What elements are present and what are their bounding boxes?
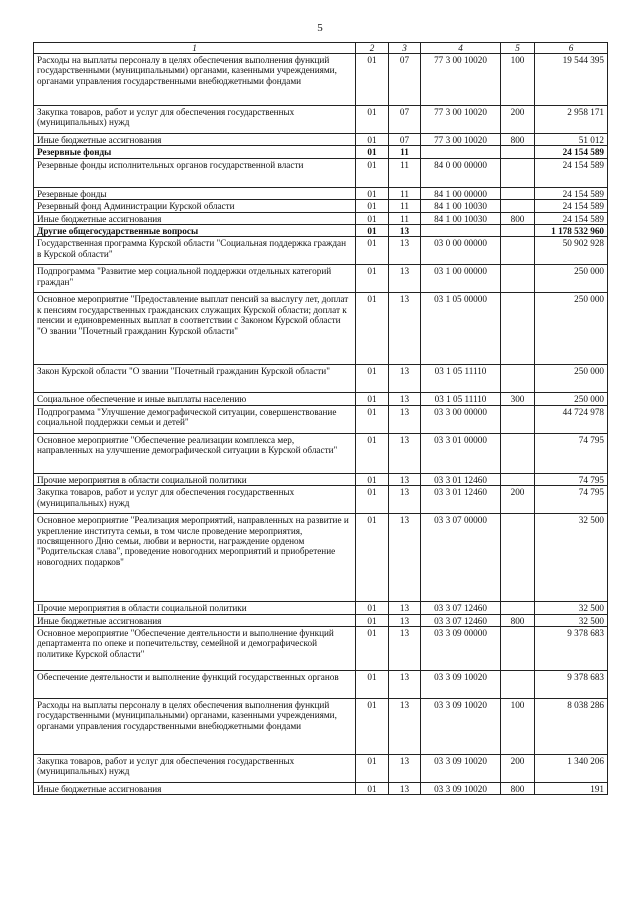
row-target-article-cell: 03 1 05 11110 — [421, 365, 501, 393]
row-name-cell: Прочие мероприятия в области социальной политики — [34, 473, 356, 485]
row-amount-cell: 250 000 — [535, 393, 608, 405]
row-name-cell: Иные бюджетные ассигнования — [34, 614, 356, 626]
row-subsection-cell: 07 — [389, 134, 421, 146]
row-section-cell: 01 — [356, 405, 389, 433]
row-expense-type-cell: 100 — [501, 699, 535, 755]
row-expense-type-cell — [501, 627, 535, 671]
row-target-article-cell: 03 1 05 11110 — [421, 393, 501, 405]
column-header-amount: 6 — [535, 43, 608, 54]
table-row — [34, 755, 608, 783]
row-section-cell: 01 — [356, 293, 389, 365]
row-amount-cell: 250 000 — [535, 293, 608, 365]
table-row — [34, 671, 608, 699]
page-number: 5 — [317, 22, 323, 34]
row-expense-type-cell — [501, 237, 535, 265]
table-header-row — [34, 43, 608, 54]
row-amount-cell: 32 500 — [535, 602, 608, 614]
row-subsection-cell: 13 — [389, 699, 421, 755]
row-amount-cell: 24 154 589 — [535, 200, 608, 212]
row-name-cell: Расходы на выплаты персоналу в целях обеспечения выполнения функций государственными (муниципальными) органами, казенными учреждениями, органами управления государственными внебюджетными фондами — [34, 699, 356, 755]
row-subsection-cell: 11 — [389, 158, 421, 187]
row-section-cell: 01 — [356, 187, 389, 199]
row-expense-type-cell: 300 — [501, 393, 535, 405]
row-target-article-cell: 03 3 07 12460 — [421, 602, 501, 614]
row-section-cell: 01 — [356, 614, 389, 626]
row-section-cell: 01 — [356, 671, 389, 699]
row-target-article-cell: 03 1 00 00000 — [421, 265, 501, 293]
row-amount-cell: 24 154 589 — [535, 146, 608, 158]
table-row — [34, 293, 608, 365]
row-subsection-cell: 13 — [389, 433, 421, 473]
row-amount-cell: 51 012 — [535, 134, 608, 146]
table-row — [34, 627, 608, 671]
row-section-cell: 01 — [356, 473, 389, 485]
row-section-cell: 01 — [356, 134, 389, 146]
row-target-article-cell: 77 3 00 10020 — [421, 54, 501, 106]
row-section-cell: 01 — [356, 393, 389, 405]
row-name-cell: Закупка товаров, работ и услуг для обеспечения государственных (муниципальных) нужд — [34, 486, 356, 514]
row-name-cell: Расходы на выплаты персоналу в целях обеспечения выполнения функций государственными (муниципальными) органами, казенными учреждениями, органами управления государственными внебюджетными фондами — [34, 54, 356, 106]
row-section-cell: 01 — [356, 158, 389, 187]
row-section-cell: 01 — [356, 146, 389, 158]
row-target-article-cell: 03 3 09 00000 — [421, 627, 501, 671]
row-expense-type-cell — [501, 146, 535, 158]
row-expense-type-cell — [501, 265, 535, 293]
row-target-article-cell: 03 3 01 00000 — [421, 433, 501, 473]
row-name-cell: Иные бюджетные ассигнования — [34, 134, 356, 146]
row-subsection-cell: 07 — [389, 106, 421, 134]
row-target-article-cell: 03 3 09 10020 — [421, 671, 501, 699]
row-section-cell: 01 — [356, 106, 389, 134]
row-target-article-cell: 03 3 07 00000 — [421, 514, 501, 602]
row-amount-cell: 2 958 171 — [535, 106, 608, 134]
row-section-cell: 01 — [356, 265, 389, 293]
row-subsection-cell: 13 — [389, 473, 421, 485]
row-amount-cell: 74 795 — [535, 433, 608, 473]
table-row — [34, 514, 608, 602]
row-expense-type-cell: 200 — [501, 106, 535, 134]
column-header-target-article: 4 — [421, 43, 501, 54]
row-expense-type-cell — [501, 433, 535, 473]
row-expense-type-cell — [501, 158, 535, 187]
row-name-cell: Иные бюджетные ассигнования — [34, 783, 356, 795]
column-header-name: 1 — [34, 43, 356, 54]
row-target-article-cell: 84 1 00 10030 — [421, 200, 501, 212]
row-expense-type-cell: 800 — [501, 783, 535, 795]
row-subsection-cell: 13 — [389, 514, 421, 602]
row-subsection-cell: 13 — [389, 755, 421, 783]
row-section-cell: 01 — [356, 237, 389, 265]
row-subsection-cell: 13 — [389, 293, 421, 365]
row-name-cell: Основное мероприятие "Предоставление выплат пенсий за выслугу лет, доплат к пенсиям государственных гражданских служащих Курской области; доплат к пенсии и единовременных выплат в соответствии с Законом Курской области "О звании "Почетный гражданин Курской области" — [34, 293, 356, 365]
row-name-cell: Резервный фонд Администрации Курской области — [34, 200, 356, 212]
row-amount-cell: 74 795 — [535, 473, 608, 485]
row-target-article-cell: 84 1 00 10030 — [421, 212, 501, 224]
row-section-cell: 01 — [356, 627, 389, 671]
row-section-cell: 01 — [356, 365, 389, 393]
row-expense-type-cell — [501, 200, 535, 212]
row-amount-cell: 250 000 — [535, 265, 608, 293]
row-subsection-cell: 13 — [389, 614, 421, 626]
row-amount-cell: 1 340 206 — [535, 755, 608, 783]
row-expense-type-cell — [501, 365, 535, 393]
row-target-article-cell: 77 3 00 10020 — [421, 106, 501, 134]
table-row — [34, 486, 608, 514]
row-name-cell: Социальное обеспечение и иные выплаты населению — [34, 393, 356, 405]
row-name-cell: Иные бюджетные ассигнования — [34, 212, 356, 224]
table-row — [34, 54, 608, 106]
row-target-article-cell: 03 1 05 00000 — [421, 293, 501, 365]
row-subsection-cell: 13 — [389, 393, 421, 405]
row-subsection-cell: 13 — [389, 602, 421, 614]
table-row — [34, 365, 608, 393]
row-name-cell: Государственная программа Курской области "Социальная поддержка граждан в Курской области" — [34, 237, 356, 265]
row-name-cell: Закон Курской области "О звании "Почетный гражданин Курской области" — [34, 365, 356, 393]
table-body — [34, 54, 608, 795]
table-row — [34, 699, 608, 755]
row-subsection-cell: 13 — [389, 225, 421, 237]
row-target-article-cell: 03 3 07 12460 — [421, 614, 501, 626]
column-header-expense-type: 5 — [501, 43, 535, 54]
row-name-cell: Основное мероприятие "Обеспечение деятельности и выполнение функций департамента по опеке и попечительству, семейной и демографической политике Курской области" — [34, 627, 356, 671]
row-target-article-cell: 03 3 00 00000 — [421, 405, 501, 433]
row-section-cell: 01 — [356, 602, 389, 614]
row-subsection-cell: 13 — [389, 671, 421, 699]
row-expense-type-cell — [501, 473, 535, 485]
table-row — [34, 187, 608, 199]
table-row — [34, 405, 608, 433]
row-section-cell: 01 — [356, 200, 389, 212]
row-amount-cell: 50 902 928 — [535, 237, 608, 265]
column-header-section: 2 — [356, 43, 389, 54]
row-expense-type-cell — [501, 405, 535, 433]
row-expense-type-cell — [501, 514, 535, 602]
row-section-cell: 01 — [356, 433, 389, 473]
row-target-article-cell: 03 3 09 10020 — [421, 699, 501, 755]
row-name-cell: Резервные фонды исполнительных органов государственной власти — [34, 158, 356, 187]
row-target-article-cell: 84 0 00 00000 — [421, 158, 501, 187]
row-name-cell: Подпрограмма "Развитие мер социальной поддержки отдельных категорий граждан" — [34, 265, 356, 293]
row-subsection-cell: 13 — [389, 365, 421, 393]
row-target-article-cell — [421, 146, 501, 158]
table-row — [34, 602, 608, 614]
row-target-article-cell: 03 3 09 10020 — [421, 783, 501, 795]
row-expense-type-cell — [501, 602, 535, 614]
row-amount-cell: 32 500 — [535, 514, 608, 602]
row-section-cell: 01 — [356, 755, 389, 783]
row-section-cell: 01 — [356, 54, 389, 106]
table-row — [34, 433, 608, 473]
row-amount-cell: 191 — [535, 783, 608, 795]
row-target-article-cell: 77 3 00 10020 — [421, 134, 501, 146]
row-subsection-cell: 13 — [389, 783, 421, 795]
column-header-subsection: 3 — [389, 43, 421, 54]
table-row — [34, 134, 608, 146]
row-expense-type-cell: 800 — [501, 212, 535, 224]
row-name-cell: Прочие мероприятия в области социальной политики — [34, 602, 356, 614]
row-subsection-cell: 13 — [389, 405, 421, 433]
row-name-cell: Резервные фонды — [34, 187, 356, 199]
row-amount-cell: 24 154 589 — [535, 158, 608, 187]
table-row — [34, 265, 608, 293]
row-target-article-cell: 03 3 01 12460 — [421, 486, 501, 514]
row-amount-cell: 24 154 589 — [535, 212, 608, 224]
table-row — [34, 614, 608, 626]
row-name-cell: Основное мероприятие "Реализация мероприятий, направленных на развитие и укрепление института семьи, в том числе проведение мероприятия, посвященного Дню семьи, любви и верности, награждение орденом "Родительская слава", проведение новогодних мероприятий и приобретение новогодних подарков" — [34, 514, 356, 602]
row-target-article-cell: 03 3 09 10020 — [421, 755, 501, 783]
row-amount-cell: 9 378 683 — [535, 627, 608, 671]
row-name-cell: Основное мероприятие "Обеспечение реализации комплекса мер, направленных на улучшение демографической ситуации в Курской области" — [34, 433, 356, 473]
row-section-cell: 01 — [356, 783, 389, 795]
row-target-article-cell: 03 0 00 00000 — [421, 237, 501, 265]
row-section-cell: 01 — [356, 699, 389, 755]
row-subsection-cell: 13 — [389, 237, 421, 265]
row-name-cell: Резервные фонды — [34, 146, 356, 158]
row-target-article-cell: 03 3 01 12460 — [421, 473, 501, 485]
row-subsection-cell: 11 — [389, 146, 421, 158]
row-target-article-cell: 84 1 00 00000 — [421, 187, 501, 199]
row-subsection-cell: 11 — [389, 200, 421, 212]
row-amount-cell: 9 378 683 — [535, 671, 608, 699]
row-section-cell: 01 — [356, 225, 389, 237]
row-expense-type-cell — [501, 225, 535, 237]
row-expense-type-cell: 200 — [501, 755, 535, 783]
row-target-article-cell — [421, 225, 501, 237]
row-section-cell: 01 — [356, 212, 389, 224]
table-row — [34, 225, 608, 237]
table-row — [34, 106, 608, 134]
row-amount-cell: 8 038 286 — [535, 699, 608, 755]
row-expense-type-cell: 800 — [501, 614, 535, 626]
row-amount-cell: 250 000 — [535, 365, 608, 393]
row-amount-cell: 74 795 — [535, 486, 608, 514]
row-expense-type-cell — [501, 293, 535, 365]
row-section-cell: 01 — [356, 486, 389, 514]
row-section-cell: 01 — [356, 514, 389, 602]
row-expense-type-cell — [501, 671, 535, 699]
table-row — [34, 158, 608, 187]
row-amount-cell: 32 500 — [535, 614, 608, 626]
row-name-cell: Закупка товаров, работ и услуг для обеспечения государственных (муниципальных) нужд — [34, 106, 356, 134]
row-expense-type-cell: 200 — [501, 486, 535, 514]
row-expense-type-cell — [501, 187, 535, 199]
table-row — [34, 393, 608, 405]
row-expense-type-cell: 100 — [501, 54, 535, 106]
row-name-cell: Другие общегосударственные вопросы — [34, 225, 356, 237]
table-row — [34, 473, 608, 485]
row-name-cell: Подпрограмма "Улучшение демографической ситуации, совершенствование социальной поддержки семьи и детей" — [34, 405, 356, 433]
row-amount-cell: 44 724 978 — [535, 405, 608, 433]
row-name-cell: Обеспечение деятельности и выполнение функций государственных органов — [34, 671, 356, 699]
table-row — [34, 212, 608, 224]
table-row — [34, 237, 608, 265]
row-subsection-cell: 11 — [389, 187, 421, 199]
row-subsection-cell: 07 — [389, 54, 421, 106]
row-name-cell: Закупка товаров, работ и услуг для обеспечения государственных (муниципальных) нужд — [34, 755, 356, 783]
table-row — [34, 200, 608, 212]
row-amount-cell: 19 544 395 — [535, 54, 608, 106]
row-subsection-cell: 13 — [389, 627, 421, 671]
row-amount-cell: 24 154 589 — [535, 187, 608, 199]
budget-table — [33, 42, 608, 795]
table-row — [34, 783, 608, 795]
row-subsection-cell: 11 — [389, 212, 421, 224]
row-subsection-cell: 13 — [389, 265, 421, 293]
row-amount-cell: 1 178 532 960 — [535, 225, 608, 237]
row-subsection-cell: 13 — [389, 486, 421, 514]
table-row — [34, 146, 608, 158]
row-expense-type-cell: 800 — [501, 134, 535, 146]
